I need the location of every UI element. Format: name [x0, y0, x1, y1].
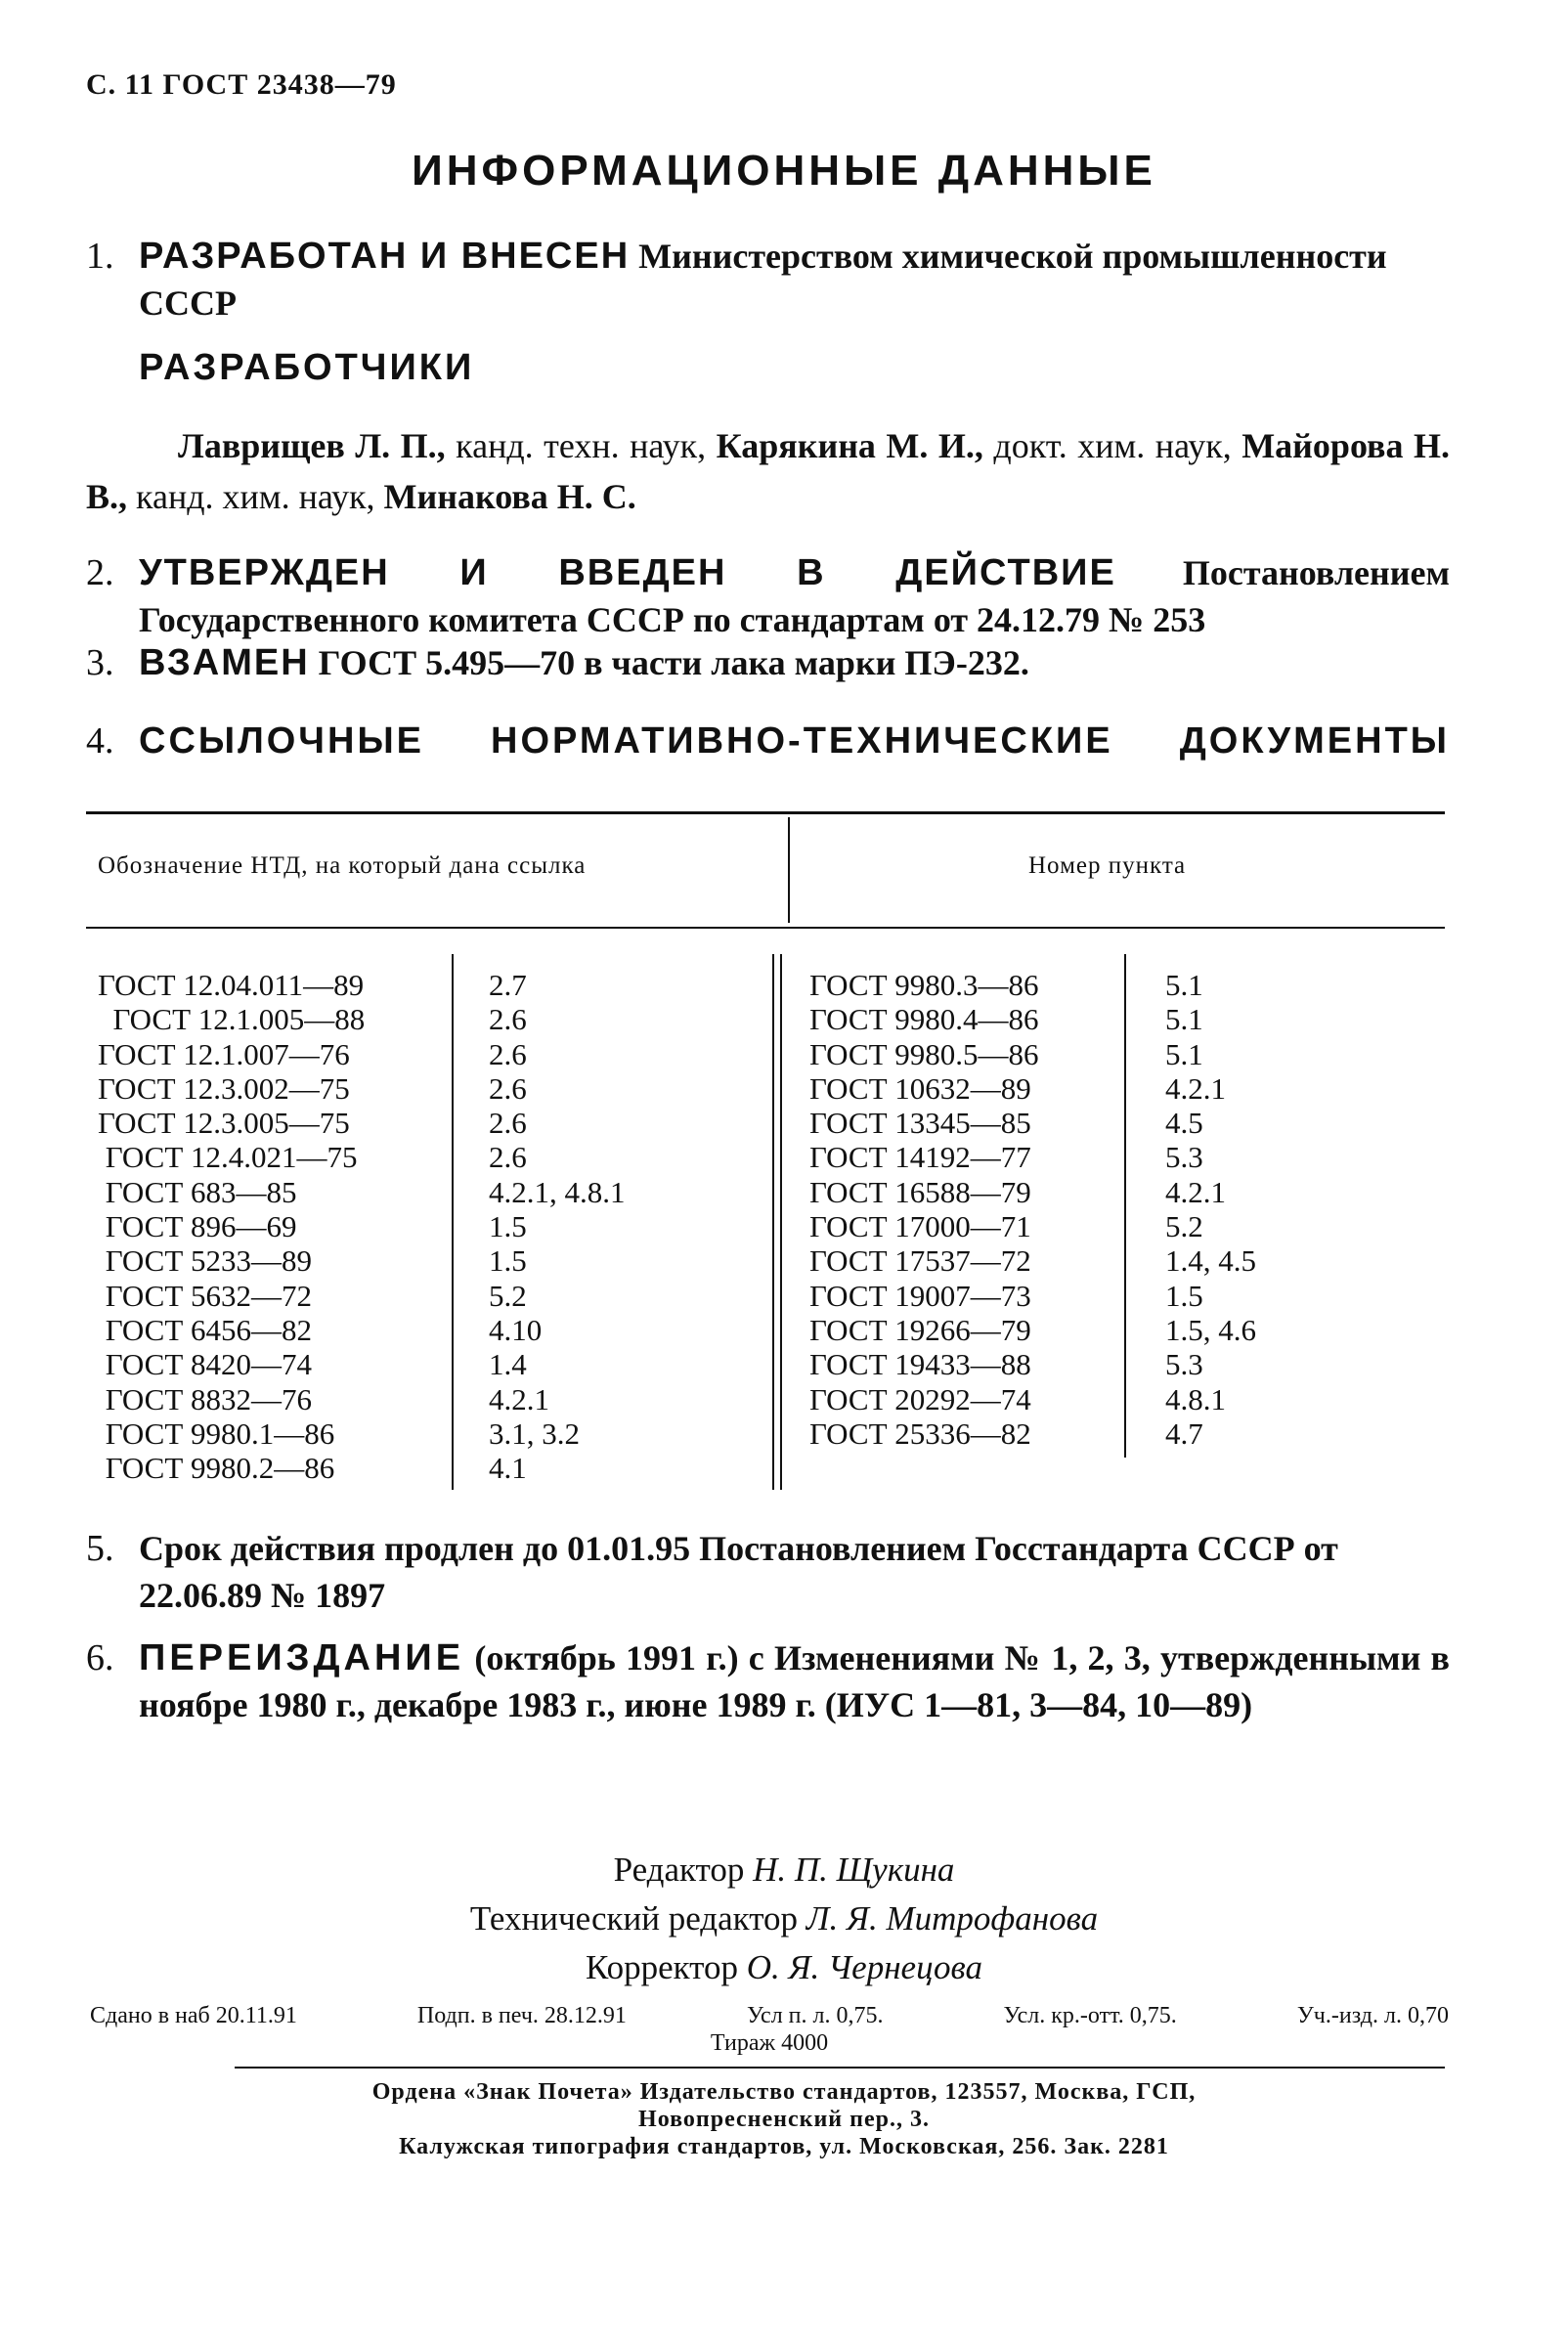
- color-prints: Усл. кр.-отт. 0,75.: [1003, 2003, 1177, 2028]
- item-5: [86, 1525, 1450, 1619]
- item-number: 4.: [86, 720, 114, 762]
- item-number: 5.: [86, 1528, 114, 1569]
- item-body: Срок действия продлен до 01.01.95 Постановлением Госстандарта СССР от 22.06.89 № 1897: [139, 1529, 1338, 1615]
- print-sheets: Усл п. л. 0,75.: [746, 2003, 884, 2028]
- item-body: [139, 549, 1450, 643]
- developers-list: [86, 420, 1450, 522]
- signed-date: Подп. в печ. 28.12.91: [416, 2003, 627, 2028]
- item-text: ГОСТ 5.495—70 в части лака марки ПЭ-232.: [309, 643, 1029, 682]
- editor-line: [0, 1846, 1568, 1895]
- tech-editor-line: [0, 1895, 1568, 1943]
- editor-label: Редактор: [613, 1851, 754, 1889]
- table-header-divider: [788, 817, 790, 923]
- item-lead: УТВЕРЖДЕН И ВВЕДЕН В ДЕЙСТВИЕ: [139, 552, 1116, 593]
- developer-degree: канд. хим. наук,: [127, 477, 384, 516]
- corrector-label: Корректор: [586, 1948, 747, 1986]
- table-header-point: Номер пункта: [1028, 852, 1187, 879]
- table-column-divider: [452, 954, 454, 1490]
- item-4: [86, 718, 1450, 764]
- item-lead: ПЕРЕИЗДАНИЕ: [139, 1637, 465, 1678]
- table-column-divider: [780, 954, 782, 1490]
- item-1: [86, 233, 1450, 327]
- printing-details: [90, 2002, 1449, 2029]
- item-body: [139, 718, 1450, 764]
- developer-name: Лаврищев Л. П.,: [178, 426, 446, 465]
- item-number: 2.: [86, 552, 114, 593]
- developer-name: Карякина М. И.,: [716, 426, 983, 465]
- item-lead: ССЫЛОЧНЫЕ НОРМАТИВНО-ТЕХНИЧЕСКИЕ ДОКУМЕНТЫ: [139, 720, 1450, 762]
- editors-block: [0, 1846, 1568, 1992]
- corrector-line: [0, 1943, 1568, 1992]
- developer-degree: докт. хим. наук,: [982, 426, 1242, 465]
- item-body: [139, 1634, 1450, 1728]
- item-lead: РАЗРАБОТАН И ВНЕСЕН: [139, 236, 631, 277]
- item-number: 1.: [86, 236, 114, 277]
- item-number: 3.: [86, 642, 114, 683]
- item-text: Постановлением Государственного комитета СССР по стандартам от 24.12.79 № 253: [139, 553, 1450, 639]
- imprint-address: Новопресненский пер., 3.: [638, 2107, 930, 2132]
- table-right-docs: ГОСТ 9980.3—86 ГОСТ 9980.4—86 ГОСТ 9980.5—86 ГОСТ 10632—89 ГОСТ 13345—85 ГОСТ 14192—77 ГОСТ 16588—79 ГОСТ 17000—71 ГОСТ 17537—72 ГОСТ 19007—73 ГОСТ 19266—79 ГОСТ 19433—88 ГОСТ 20292—74 ГОСТ 25336—82: [809, 968, 1039, 1451]
- item-body: [139, 233, 1450, 327]
- printing-info: [90, 2002, 1449, 2057]
- item-3: [86, 639, 1450, 686]
- print-run: Тираж 4000: [710, 2030, 829, 2056]
- table-column-divider: [772, 954, 774, 1490]
- item-lead: ВЗАМЕН: [139, 642, 310, 683]
- imprint-rule: [235, 2067, 1445, 2069]
- item-2: [86, 549, 1450, 643]
- tech-editor-name: Л. Я. Митрофанова: [806, 1899, 1099, 1938]
- developer-name: Минакова Н. С.: [383, 477, 636, 516]
- item-number: 6.: [86, 1637, 114, 1678]
- item-body: [139, 639, 1450, 686]
- corrector-name: О. Я. Чернецова: [746, 1948, 982, 1986]
- item-6: [86, 1634, 1450, 1728]
- table-right-points: 5.1 5.1 5.1 4.2.1 4.5 5.3 4.2.1 5.2 1.4, 4.5 1.5 1.5, 4.6 5.3 4.8.1 4.7: [1165, 968, 1256, 1451]
- publisher-sheets: Уч.-изд. л. 0,70: [1296, 2003, 1449, 2028]
- table-header-rule: [86, 927, 1445, 929]
- imprint-publisher: Ордена «Знак Почета» Издательство стандартов, 123557, Москва, ГСП,: [371, 2079, 1197, 2105]
- table-top-rule: [86, 811, 1445, 814]
- imprint-printer: Калужская типография стандартов, ул. Московская, 256. Зак. 2281: [399, 2134, 1169, 2159]
- item-text: Министерством химической промышленности СССР: [139, 237, 1387, 323]
- developer-name: Майорова Н. В.,: [86, 426, 1450, 516]
- developer-degree: канд. техн. наук,: [445, 426, 717, 465]
- typeset-date: Сдано в наб 20.11.91: [90, 2003, 297, 2028]
- page-header: С. 11 ГОСТ 23438—79: [86, 68, 397, 101]
- table-column-divider: [1124, 954, 1126, 1458]
- item-text: (октябрь 1991 г.) с Изменениями № 1, 2, 3, утвержденными в ноябре 1980 г., декабре 1983 г., июне 1989 г. (ИУС 1—81, 3—84, 10—89): [139, 1638, 1450, 1724]
- table-left-docs: ГОСТ 12.04.011—89 ГОСТ 12.1.005—88 ГОСТ 12.1.007—76 ГОСТ 12.3.002—75 ГОСТ 12.3.005—75 ГОСТ 12.4.021—75 ГОСТ 683—85 ГОСТ 896—69 ГОСТ 5233—89 ГОСТ 5632—72 ГОСТ 6456—82 ГОСТ 8420—74 ГОСТ 8832—76 ГОСТ 9980.1—86 ГОСТ 9980.2—86: [98, 968, 366, 1486]
- editor-name: Н. П. Щукина: [753, 1851, 955, 1889]
- page-title: ИНФОРМАЦИОННЫЕ ДАННЫЕ: [412, 147, 1156, 195]
- developers-heading: РАЗРАБОТЧИКИ: [139, 347, 475, 388]
- table-left-points: 2.7 2.6 2.6 2.6 2.6 2.6 4.2.1, 4.8.1 1.5 1.5 5.2 4.10 1.4 4.2.1 3.1, 3.2 4.1: [489, 968, 626, 1486]
- tech-editor-label: Технический редактор: [469, 1899, 806, 1938]
- table-header-designation: Обозначение НТД, на который дана ссылка: [98, 852, 587, 879]
- imprint: [0, 2078, 1568, 2160]
